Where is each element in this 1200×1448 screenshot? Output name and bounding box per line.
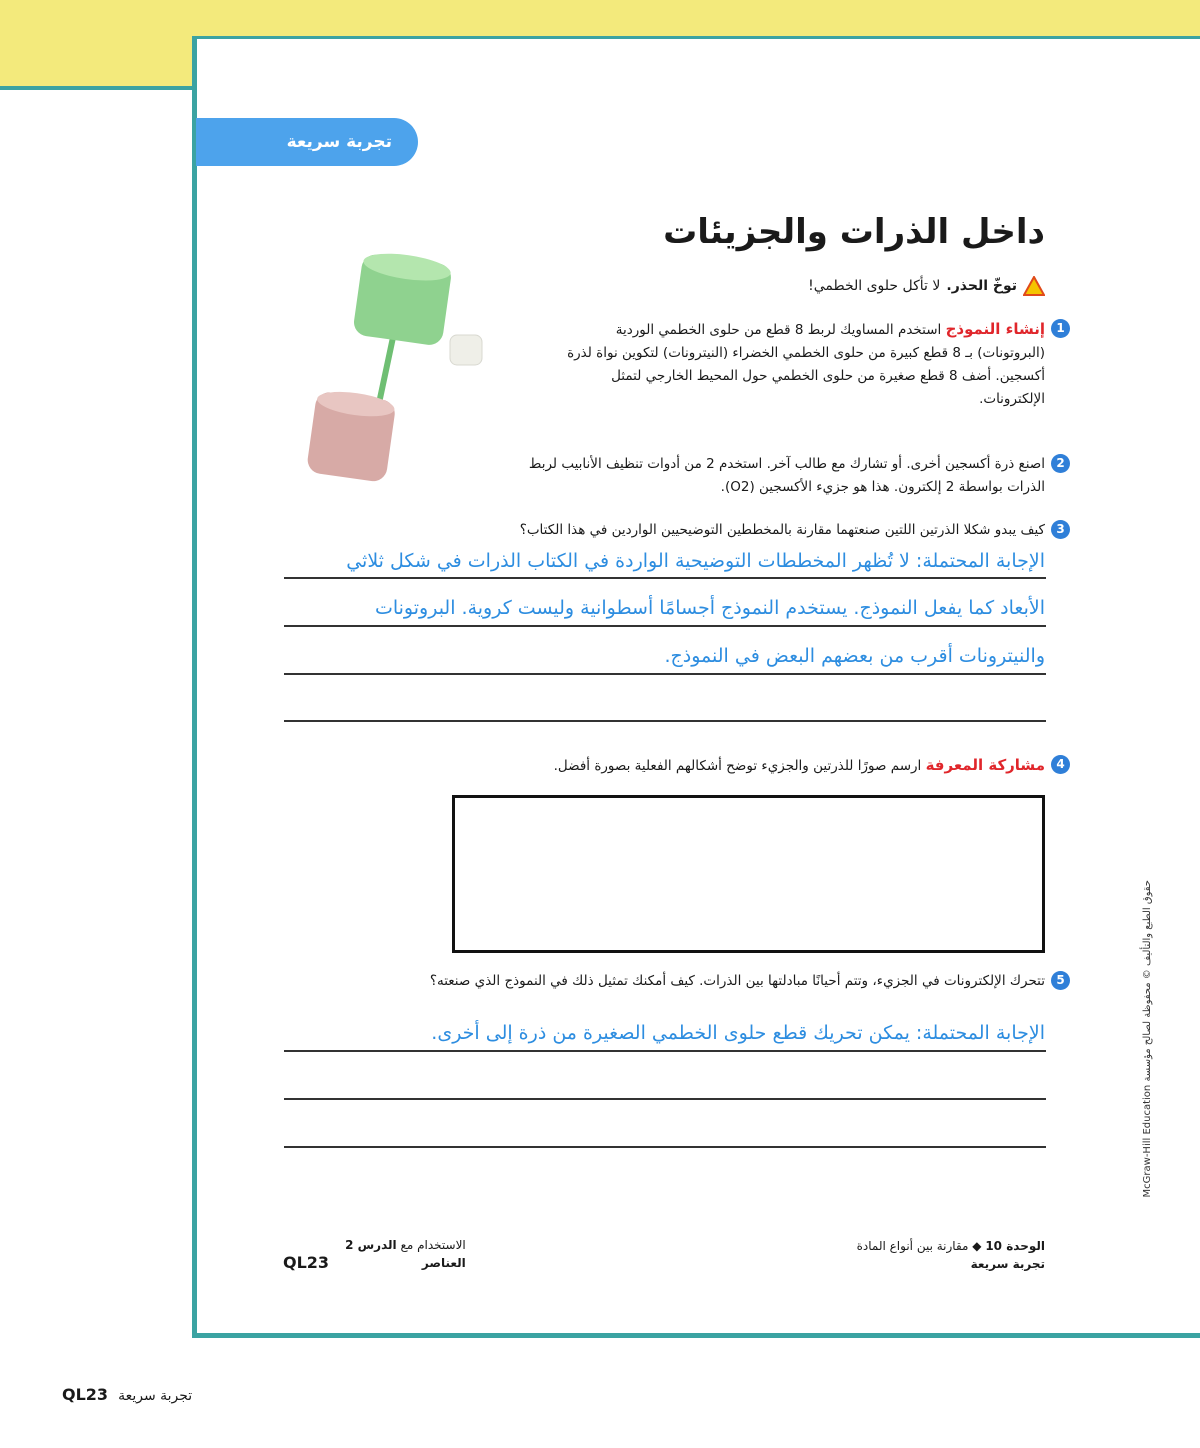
page-bottom: [62, 1385, 192, 1404]
caution-text: لا تأكل حلوى الخطمي!: [808, 278, 941, 294]
footer-unit-label: الوحدة 10: [985, 1239, 1045, 1253]
copyright-note: حقوق الطبع والتأليف © محفوظة لصالح مؤسسة McGraw-Hill Education: [1142, 880, 1153, 1198]
step-4: [355, 754, 1065, 778]
answer-rule: [284, 1098, 1046, 1100]
step-5: [355, 970, 1065, 993]
step-3-answer-line-1: الإجابة المحتملة: لا تُظهر المخططات التوضيحية الواردة في الكتاب الذرات في شكل ثلاثي: [346, 550, 1045, 572]
step-2-number: 2: [1051, 454, 1070, 473]
answer-rule: [284, 1146, 1046, 1148]
caution-label: توخّ الحذر.: [946, 278, 1017, 294]
page-title: داخل الذرات والجزيئات: [663, 212, 1045, 252]
answer-rule: [284, 720, 1046, 722]
section-badge: [196, 118, 418, 166]
step-5-number: 5: [1051, 971, 1070, 990]
caution-line: [405, 276, 1045, 296]
step-3-text: كيف يبدو شكلا الذرتين اللتين صنعتهما مقارنة بالمخططين التوضيحيين الواردين في هذا الكتاب؟: [519, 522, 1045, 538]
section-badge-label: تجربة سريعة: [286, 132, 392, 152]
step-4-text: ارسم صورًا للذرتين والجزيء توضح أشكالهم الفعلية بصورة أفضل.: [553, 758, 922, 774]
footer-lesson-name: العناصر: [421, 1256, 466, 1270]
bottom-page-code: QL23: [62, 1385, 109, 1404]
footer-page-code: QL23: [283, 1253, 330, 1272]
answer-rule: [284, 673, 1046, 675]
footer-use-with: الاستخدام مع: [400, 1238, 466, 1252]
step-4-number: 4: [1051, 755, 1070, 774]
step-5-text: تتحرك الإلكترونات في الجزيء، وتتم أحيانًا مبادلتها بين الذرات. كيف أمكنك تمثيل ذلك في النموذج الذي صنعته؟: [429, 973, 1045, 989]
step-3-number: 3: [1051, 520, 1070, 539]
step-1-keyword: إنشاء النموذج: [945, 320, 1045, 338]
warning-triangle-icon: [1023, 276, 1045, 296]
footer-unit-topic: مقارنة بين أنواع المادة: [856, 1239, 969, 1253]
drawing-box[interactable]: [452, 795, 1045, 953]
footer-unit: الوحدة 10 ◆ مقارنة بين أنواع المادة تجربة سريعة: [856, 1239, 1045, 1271]
step-4-keyword: مشاركة المعرفة: [925, 756, 1045, 774]
footer-lesson: [283, 1236, 466, 1272]
step-3-answer-line-3: والنيترونات أقرب من بعضهم البعض في النموذج.: [664, 645, 1045, 667]
answer-rule: [284, 1050, 1046, 1052]
answer-rule: [284, 625, 1046, 627]
step-2: [525, 453, 1065, 499]
answer-rule: [284, 577, 1046, 579]
bottom-label: تجربة سريعة: [118, 1388, 193, 1404]
footer-lesson: الدرس 2: [345, 1238, 397, 1252]
step-1-text: استخدم المساويك لربط 8 قطع من حلوى الخطمي الوردية (البروتونات) بـ 8 قطع كبيرة من حلوى الخطمي الخضراء (النيترونات) لتكوين نواة لذرة أكسجين. أضف 8 قطع صغيرة من حلوى الخطمي حول المحيط الخارجي لتمثل الإلكترونات.: [567, 322, 1045, 407]
step-1: [545, 318, 1065, 411]
step-5-answer-line-1: الإجابة المحتملة: يمكن تحريك قطع حلوى الخطمي الصغيرة من ذرة إلى أخرى.: [431, 1022, 1045, 1044]
footer-unit-sub: تجربة سريعة: [970, 1257, 1045, 1271]
step-2-text: اصنع ذرة أكسجين أخرى. أو تشارك مع طالب آخر. استخدم 2 من أدوات تنظيف الأنابيب لربط الذرات بواسطة 2 إلكترون. هذا هو جزيء الأكسجين (O2).: [528, 456, 1045, 495]
step-1-number: 1: [1051, 319, 1070, 338]
step-3: [355, 519, 1065, 542]
step-3-answer-line-2: الأبعاد كما يفعل النموذج. يستخدم النموذج أجسامًا أسطوانية وليست كروية. البروتونات: [374, 597, 1045, 619]
top-band-accent-line: [0, 86, 196, 90]
